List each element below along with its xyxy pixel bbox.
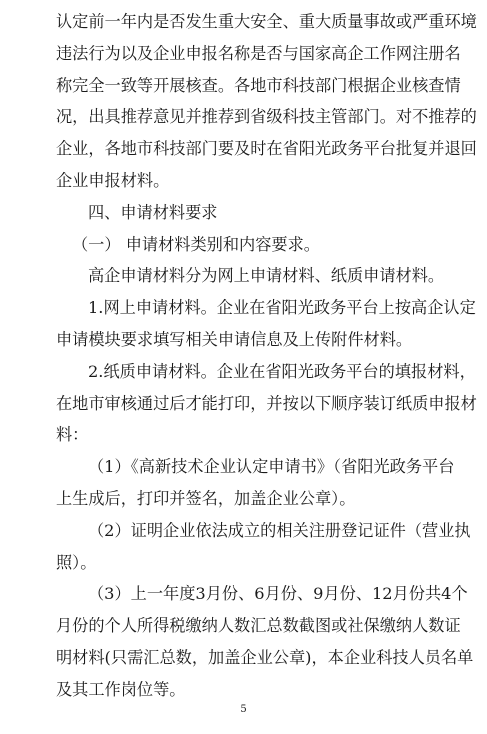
paragraph-line: 企业申报材料。 xyxy=(56,170,170,190)
paragraph-line: 况，出具推荐意见并推荐到省级科技主管部门。对不推荐的 xyxy=(56,107,477,127)
paragraph-line: 认定前一年内是否发生重大安全、重大质量事故或严重环境 xyxy=(56,12,477,31)
document-body xyxy=(56,6,477,706)
paragraph-line: 料： xyxy=(56,425,89,445)
section-heading: 四、申请材料要求 xyxy=(88,202,218,222)
paragraph-line: 称完全一致等开展核查。各地市科技部门根据企业核查情 xyxy=(56,75,461,95)
paragraph-line: 申请模块要求填写相关申请信息及上传附件材料。 xyxy=(56,329,413,349)
paragraph-line: 违法行为以及企业申报名称是否与国家高企工作网注册名 xyxy=(56,43,461,63)
paragraph-line: 在地市审核通过后才能打印，并按以下顺序装订纸质申报材 xyxy=(56,393,477,413)
list-item-line: （3）上一年度3月份、6月份、9月份、12月份共4个 xyxy=(88,584,468,604)
subsection-heading: （一） 申请材料类别和内容要求。 xyxy=(72,234,320,254)
paragraph-line: 企业，各地市科技部门要及时在省阳光政务平台批复并退回 xyxy=(56,139,477,159)
page-number: 5 xyxy=(240,704,247,715)
list-item-line: 及其工作岗位等。 xyxy=(56,679,186,699)
list-item-line: 月份的个人所得税缴纳人数汇总数截图或社保缴纳人数证 xyxy=(56,616,461,636)
paragraph-line: 高企申请材料分为网上申请材料、纸质申请材料。 xyxy=(88,266,445,286)
list-item-line: （1）《高新技术企业认定申请书》（省阳光政务平台 xyxy=(88,457,455,477)
list-item-line: 明材料(只需汇总数，加盖企业公章)，本企业科技人员名单 xyxy=(56,647,474,667)
paragraph-line: 1.网上申请材料。企业在省阳光政务平台上按高企认定 xyxy=(88,298,476,318)
list-item-line: 上生成后，打印并签名，加盖企业公章）。 xyxy=(56,488,356,508)
list-item-line: （2）证明企业依法成立的相关注册登记证件（营业执 xyxy=(88,520,471,540)
list-item-line: 照）。 xyxy=(56,552,97,572)
paragraph-line: 2.纸质申请材料。企业在省阳光政务平台的填报材料， xyxy=(88,361,476,381)
